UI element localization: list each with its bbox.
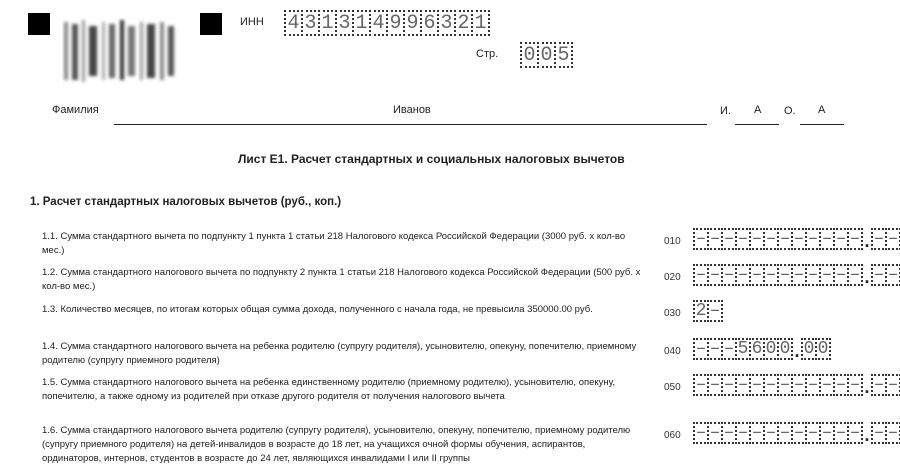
line-code: 060 [664,430,681,441]
kopecks-cells [871,228,900,250]
line-code: 020 [664,272,681,283]
amount-digit-cell[interactable]: – [763,228,779,250]
decimal-separator: . [864,377,870,397]
amount-digit-cell[interactable]: – [777,264,793,286]
amount-digit-cell[interactable]: – [735,422,751,444]
amount-digit-cell[interactable]: – [693,338,709,360]
inn-digit-cell[interactable]: 3 [335,10,354,36]
amount-digit-cell[interactable]: – [805,374,821,396]
amount-digit-cell[interactable]: – [707,228,723,250]
deduction-description: 1.1. Сумма стандартного вычета по подпункту 1 пункта 1 статьи 218 Налогового кодекса Российской Федерации (3000 руб. х кол-во мес.) [42,231,626,256]
decimal-separator: . [864,425,870,445]
amount-digit-cell[interactable]: – [847,374,863,396]
initial-i-label: И. [720,105,731,117]
inn-digit-cell[interactable]: 1 [471,10,490,36]
page-digit-cell[interactable]: 0 [520,42,539,68]
inn-digit-cell[interactable]: 9 [403,10,422,36]
amount-digit-cell[interactable]: – [707,338,723,360]
amount-cells [693,374,900,396]
amount-digit-cell[interactable]: – [777,228,793,250]
inn-digit-cell[interactable]: 4 [369,10,388,36]
surname-underline [114,124,707,125]
amount-digit-cell[interactable]: – [707,264,723,286]
amount-digit-cell[interactable]: – [847,228,863,250]
inn-digit-cell[interactable]: 3 [437,10,456,36]
kopecks-cells [801,338,831,360]
amount-cells [693,228,900,250]
amount-digit-cell[interactable]: – [847,422,863,444]
inn-digit-cell[interactable]: 9 [386,10,405,36]
decimal-separator: . [864,267,870,287]
initial-o-value: А [818,104,826,116]
page-digit-cell[interactable]: 5 [554,42,573,68]
amount-digit-cell[interactable]: – [833,228,849,250]
initial-i-value: А [754,104,762,116]
kopeck-digit-cell[interactable]: – [871,228,887,250]
deduction-description: 1.2. Сумма стандартного налогового вычета по подпункту 2 пункта 1 статьи 218 Налогового кодекса Российской Федерации (500 руб. х кол-во мес.) [42,267,641,292]
amount-digit-cell[interactable]: – [819,228,835,250]
amount-digit-cell[interactable]: – [707,422,723,444]
amount-digit-cell[interactable]: – [721,264,737,286]
initial-o-label: О. [784,105,796,117]
kopeck-digit-cell[interactable]: – [871,264,887,286]
kopecks-cells [871,374,900,396]
amount-digit-cell[interactable]: – [693,228,709,250]
amount-digit-cell[interactable]: – [735,264,751,286]
kopeck-digit-cell[interactable]: 0 [801,338,817,360]
amount-digit-cell[interactable]: – [693,374,709,396]
amount-cells [693,264,900,286]
amount-digit-cell[interactable]: – [707,374,723,396]
amount-digit-cell[interactable]: – [791,264,807,286]
amount-digit-cell[interactable]: – [721,422,737,444]
amount-cells [693,300,723,322]
inn-digit-cell[interactable]: 1 [352,10,371,36]
kopeck-digit-cell[interactable]: – [871,374,887,396]
line-code: 010 [664,236,681,247]
amount-digit-cell[interactable]: – [749,374,765,396]
amount-digit-cell[interactable]: 6 [749,338,765,360]
kopeck-digit-cell[interactable]: – [885,228,900,250]
kopeck-digit-cell[interactable]: – [885,264,900,286]
deduction-description: 1.4. Сумма стандартного налогового вычета на ребенка родителю (супругу родителя), усыновителю, опекуну, попечителю, приемному родителю (супругу приемного родителя) [42,341,637,366]
amount-digit-cell[interactable]: – [805,264,821,286]
page-digit-cell[interactable]: 0 [537,42,556,68]
amount-digit-cell[interactable]: – [819,422,835,444]
amount-digit-cell[interactable]: – [819,374,835,396]
deduction-description: 1.6. Сумма стандартного налогового вычета родителю (супругу родителя), усыновителю, опекуну, попечителю, приемному родителю (супругу приемного родителя) на детей-инвалидов в возрасте до 18 лет, на учащихся очной формы обучения, аспирантов, ординаторов, интернов, студентов в возрасте до 24 лет, являющихся инвалидами I или II группы [42,425,631,464]
inn-digit-cell[interactable]: 6 [420,10,439,36]
amount-digit-cell[interactable]: – [833,374,849,396]
corner-marker-left [28,13,50,35]
amount-digit-cell[interactable]: – [693,264,709,286]
kopecks-cells [871,264,900,286]
amount-digit-cell[interactable]: – [791,228,807,250]
amount-digit-cell[interactable]: – [735,228,751,250]
amount-digit-cell[interactable]: 0 [777,338,793,360]
amount-digit-cell[interactable]: – [805,422,821,444]
amount-cells [693,422,900,444]
kopeck-digit-cell[interactable]: – [885,422,900,444]
amount-digit-cell[interactable]: – [735,374,751,396]
inn-label: ИНН [240,16,264,28]
surname-value: Иванов [393,104,431,116]
initial-o-underline [800,124,844,125]
amount-cells [693,338,831,360]
surname-label: Фамилия [52,104,99,116]
initial-i-underline [735,124,779,125]
amount-digit-cell[interactable]: – [749,264,765,286]
kopeck-digit-cell[interactable]: – [871,422,887,444]
line-code: 040 [664,346,681,357]
deduction-description: 1.3. Количество месяцев, по итогам которых общая сумма дохода, полученного с начала года, не превысила 350000.00 руб. [42,304,593,315]
amount-digit-cell[interactable]: – [749,228,765,250]
inn-digit-cell[interactable]: 2 [454,10,473,36]
amount-digit-cell[interactable]: – [777,422,793,444]
page-number-cells [520,42,573,68]
page-label: Стр. [476,48,499,60]
amount-digit-cell[interactable]: – [763,422,779,444]
corner-marker-right [200,13,222,35]
inn-digit-cell[interactable]: 3 [301,10,320,36]
amount-digit-cell[interactable]: – [847,264,863,286]
amount-digit-cell[interactable]: – [707,300,723,322]
amount-digit-cell[interactable]: – [721,374,737,396]
amount-digit-cell[interactable]: – [763,374,779,396]
amount-digit-cell[interactable]: 5 [735,338,751,360]
inn-cells [284,10,490,36]
amount-digit-cell[interactable]: – [721,338,737,360]
kopeck-digit-cell[interactable]: 0 [815,338,831,360]
amount-digit-cell[interactable]: – [721,228,737,250]
amount-digit-cell[interactable]: 0 [763,338,779,360]
amount-digit-cell[interactable]: – [763,264,779,286]
kopeck-digit-cell[interactable]: – [885,374,900,396]
amount-digit-cell[interactable]: 2 [693,300,709,322]
barcode-image [62,18,180,84]
amount-digit-cell[interactable]: – [833,422,849,444]
amount-digit-cell[interactable]: – [791,422,807,444]
line-code: 030 [664,308,681,319]
deduction-description: 1.5. Сумма стандартного налогового вычета на ребенка единственному родителю (приемному родителю), усыновителю, опекуну, попечителю, а также одному из родителей при отказе другого родителя от получения налогового вычета [42,377,616,402]
inn-digit-cell[interactable]: 1 [318,10,337,36]
amount-digit-cell[interactable]: – [805,228,821,250]
decimal-separator: . [794,341,800,361]
kopecks-cells [871,422,900,444]
sheet-title: Лист Е1. Расчет стандартных и социальных налоговых вычетов [238,152,625,166]
section-title: 1. Расчет стандартных налоговых вычетов (руб., коп.) [30,196,342,208]
amount-digit-cell[interactable]: – [693,422,709,444]
line-code: 050 [664,382,681,393]
amount-digit-cell[interactable]: – [819,264,835,286]
inn-digit-cell[interactable]: 4 [284,10,303,36]
amount-digit-cell[interactable]: – [777,374,793,396]
amount-digit-cell[interactable]: – [791,374,807,396]
amount-digit-cell[interactable]: – [833,264,849,286]
decimal-separator: . [864,231,870,251]
amount-digit-cell[interactable]: – [749,422,765,444]
